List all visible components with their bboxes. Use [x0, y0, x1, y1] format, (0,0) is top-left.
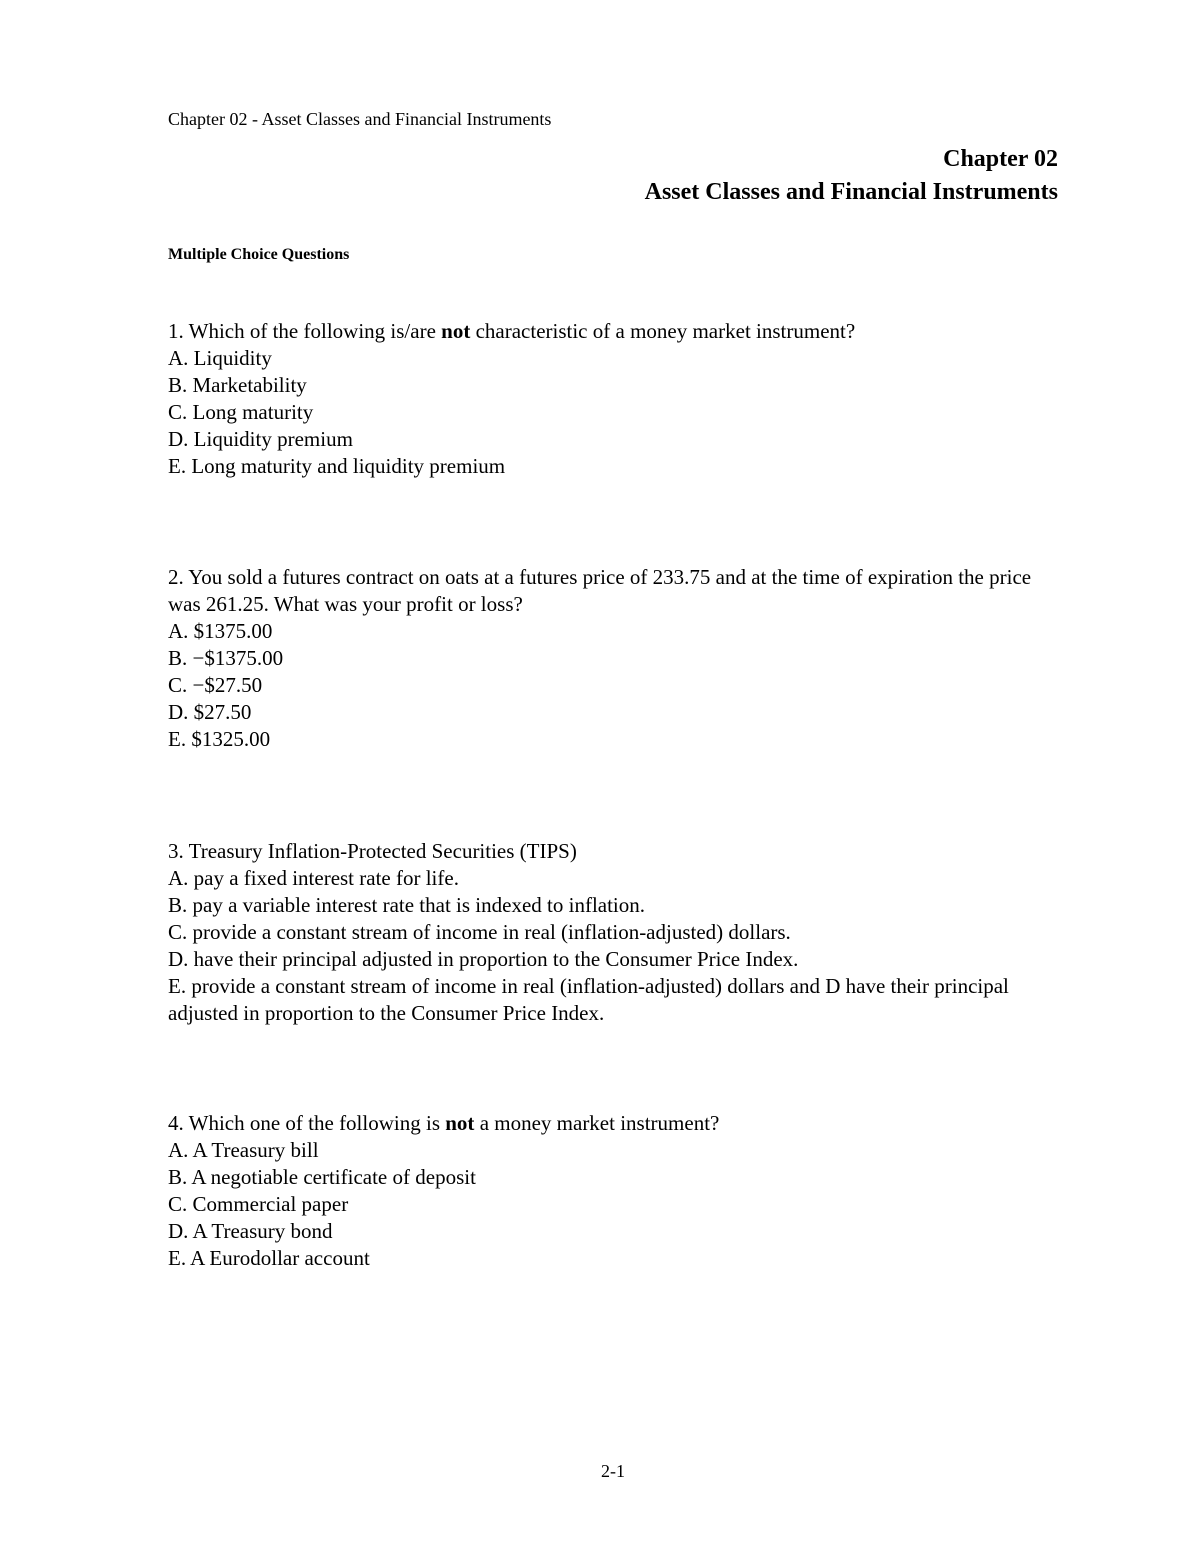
- stem-text: 4. Which one of the following is: [168, 1111, 446, 1135]
- answer-option: E. A Eurodollar account: [168, 1246, 370, 1270]
- answer-option: E. $1325.00: [168, 727, 271, 751]
- answer-option: B. −$1375.00: [168, 646, 284, 670]
- answer-option: C. Commercial paper: [168, 1192, 349, 1216]
- stem-text: characteristic of a money market instrument?: [470, 319, 856, 343]
- answer-option: E. provide a constant stream of income in real (inflation-adjusted) dollars and D have their principal adjusted in proportion to the Consumer Price Index.: [168, 974, 1009, 1025]
- answer-option: C. −$27.50: [168, 673, 263, 697]
- answer-option: B. Marketability: [168, 373, 307, 397]
- answer-option: A. A Treasury bill: [168, 1138, 319, 1162]
- section-heading: Multiple Choice Questions: [168, 246, 350, 263]
- running-header: Chapter 02 - Asset Classes and Financial Instruments: [168, 109, 552, 129]
- stem-text: a money market instrument?: [474, 1111, 720, 1135]
- stem-text: 1. Which of the following is/are: [168, 319, 442, 343]
- answer-option: D. have their principal adjusted in proportion to the Consumer Price Index.: [168, 947, 799, 971]
- question-4: [168, 1110, 1068, 1272]
- answer-option: B. A negotiable certificate of deposit: [168, 1165, 476, 1189]
- answer-option: B. pay a variable interest rate that is indexed to inflation.: [168, 893, 646, 917]
- chapter-name: Asset Classes and Financial Instruments: [644, 179, 1058, 205]
- question-stem: 3. Treasury Inflation-Protected Securities (TIPS): [168, 839, 577, 863]
- question-stem: [168, 1110, 1068, 1137]
- answer-option: C. Long maturity: [168, 400, 314, 424]
- answer-option: C. provide a constant stream of income in real (inflation-adjusted) dollars.: [168, 920, 791, 944]
- question-stem: [168, 318, 1068, 345]
- question-2: [168, 564, 1068, 753]
- answer-option: E. Long maturity and liquidity premium: [168, 454, 506, 478]
- chapter-number: Chapter 02: [943, 146, 1058, 172]
- answer-option: A. $1375.00: [168, 619, 273, 643]
- question-stem: 2. You sold a futures contract on oats at a futures price of 233.75 and at the time of expiration the price was 261.25. What was your profit or loss?: [168, 565, 1032, 616]
- question-3: [168, 838, 1068, 1027]
- answer-option: D. $27.50: [168, 700, 252, 724]
- answer-option: D. A Treasury bond: [168, 1219, 333, 1243]
- answer-option: A. Liquidity: [168, 346, 272, 370]
- page-number: 2-1: [601, 1461, 625, 1481]
- question-1: [168, 318, 1068, 480]
- answer-option: D. Liquidity premium: [168, 427, 353, 451]
- stem-emphasis: not: [445, 1111, 475, 1135]
- answer-option: A. pay a fixed interest rate for life.: [168, 866, 459, 890]
- stem-emphasis: not: [441, 319, 471, 343]
- chapter-title: [645, 143, 1058, 209]
